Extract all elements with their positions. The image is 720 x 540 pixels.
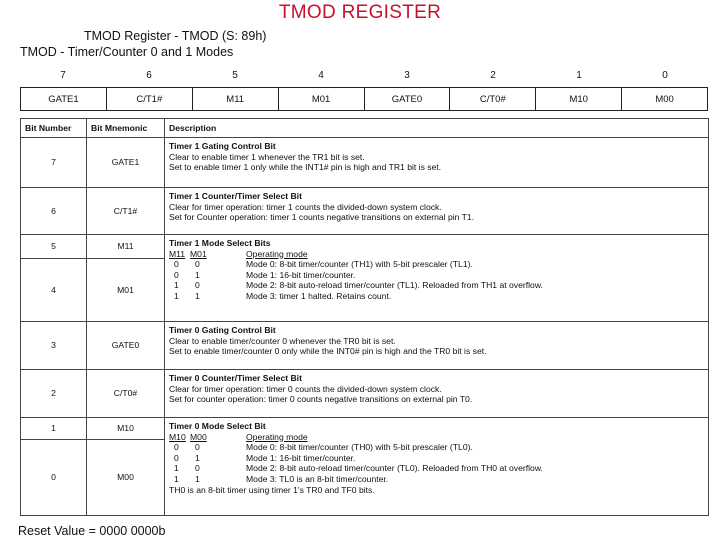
mode-header-bit-b: M00 xyxy=(190,431,207,442)
header-description: Description xyxy=(165,119,709,138)
bit-cell-ct0: C/T0# xyxy=(450,88,536,111)
bit-number: 3 xyxy=(21,322,87,370)
description-title: Timer 1 Counter/Timer Select Bit xyxy=(169,191,302,201)
mode-row xyxy=(169,280,704,291)
bit-mnemonic: GATE0 xyxy=(87,322,165,370)
bit-cell-gate0: GATE0 xyxy=(364,88,450,111)
table-row xyxy=(21,418,709,440)
table-row xyxy=(21,370,709,418)
mode-header-bit-b: M01 xyxy=(190,248,207,259)
mode-description: Mode 2: 8-bit auto-reload timer/counter (TL1). Reloaded from TH1 at overflow. xyxy=(246,280,543,291)
table-row xyxy=(21,188,709,235)
bit-cell-m10: M10 xyxy=(536,88,622,111)
mode-description: Mode 3: TL0 is an 8-bit timer/counter. xyxy=(246,473,389,484)
bit-mnemonic: GATE1 xyxy=(87,138,165,188)
mode-table-header xyxy=(169,249,704,260)
mode-bit-a: 0 xyxy=(174,269,179,280)
mode-row xyxy=(169,270,704,281)
mode-row xyxy=(169,259,704,270)
description-title: Timer 0 Mode Select Bit xyxy=(169,421,266,431)
mode-bit-b: 0 xyxy=(195,259,200,270)
bit-mnemonic: M01 xyxy=(87,259,165,322)
mode-description: Mode 1: 16-bit timer/counter. xyxy=(246,452,356,463)
mode-bit-a: 1 xyxy=(174,280,179,291)
bit-description xyxy=(165,138,709,188)
bit-number: 5 xyxy=(21,235,87,259)
bit-description-table xyxy=(20,118,709,516)
bit-description xyxy=(165,322,709,370)
mode-bit-b: 0 xyxy=(195,442,200,453)
bit-position-3: 3 xyxy=(404,70,410,81)
mode-bit-b: 0 xyxy=(195,463,200,474)
description-line: Clear for timer operation: timer 1 counts the divided-down system clock. xyxy=(169,201,442,212)
bit-position-5: 5 xyxy=(232,70,238,81)
mode-bit-a: 0 xyxy=(174,452,179,463)
description-title: Timer 0 Counter/Timer Select Bit xyxy=(169,373,302,383)
bit-position-7: 7 xyxy=(60,70,66,81)
bit-cell-m11: M11 xyxy=(192,88,278,111)
bit-number: 1 xyxy=(21,418,87,440)
mode-header-bit-a: M10 xyxy=(169,431,186,442)
bit-mnemonic: C/T1# xyxy=(87,188,165,235)
bit-description xyxy=(165,370,709,418)
bit-description xyxy=(165,418,709,516)
mode-row xyxy=(169,474,704,485)
mode-bit-a: 1 xyxy=(174,290,179,301)
register-subtitle: TMOD - Timer/Counter 0 and 1 Modes xyxy=(20,45,234,59)
reset-value: Reset Value = 0000 0000b xyxy=(18,524,166,538)
bit-number: 4 xyxy=(21,259,87,322)
bit-description xyxy=(165,235,709,322)
register-title: TMOD Register - TMOD (S: 89h) xyxy=(84,29,267,43)
description-line: Set to enable timer/counter 0 only while the INT0# pin is high and the TR0 bit is set. xyxy=(169,346,487,357)
mode-row xyxy=(169,291,704,302)
header-bit-number: Bit Number xyxy=(21,119,87,138)
mode-row xyxy=(169,453,704,464)
bit-position-6: 6 xyxy=(146,70,152,81)
bit-cell-gate1: GATE1 xyxy=(21,88,107,111)
mode-bit-a: 0 xyxy=(174,442,179,453)
bit-cell-m00: M00 xyxy=(622,88,708,111)
description-line: Set for counter operation: timer 0 counts negative transitions on external pin T0. xyxy=(169,394,473,405)
bit-description xyxy=(165,188,709,235)
mode-bit-b: 0 xyxy=(195,280,200,291)
slide-title: TMOD REGISTER xyxy=(278,2,442,23)
register-bit-box xyxy=(20,87,708,111)
description-title: Timer 1 Gating Control Bit xyxy=(169,141,276,151)
bit-number: 2 xyxy=(21,370,87,418)
mode-header-label: Operating mode xyxy=(246,248,308,259)
mode-bit-a: 1 xyxy=(174,463,179,474)
bit-position-row xyxy=(20,70,708,84)
mode-header-bit-a: M11 xyxy=(169,248,186,259)
description-title: Timer 0 Gating Control Bit xyxy=(169,325,276,335)
mode-description: Mode 1: 16-bit timer/counter. xyxy=(246,269,356,280)
bit-number: 0 xyxy=(21,440,87,516)
bit-number: 6 xyxy=(21,188,87,235)
bit-cell-ct1: C/T1# xyxy=(106,88,192,111)
mode-description: Mode 3: timer 1 halted. Retains count. xyxy=(246,290,392,301)
description-line: Clear to enable timer 1 whenever the TR1 bit is set. xyxy=(169,151,365,162)
mode-bit-b: 1 xyxy=(195,290,200,301)
description-line: Set for Counter operation: timer 1 counts negative transitions on external pin T1. xyxy=(169,212,475,223)
mode-header-label: Operating mode xyxy=(246,431,308,442)
mode-row xyxy=(169,442,704,453)
description-footnote: TH0 is an 8-bit timer using timer 1's TR0 and TF0 bits. xyxy=(169,484,375,495)
description-line: Set to enable timer 1 only while the INT1# pin is high and TR1 bit is set. xyxy=(169,162,442,173)
bit-position-1: 1 xyxy=(576,70,582,81)
mode-bit-b: 1 xyxy=(195,473,200,484)
bit-cell-m01: M01 xyxy=(278,88,364,111)
table-row xyxy=(21,138,709,188)
mode-row xyxy=(169,463,704,474)
bit-mnemonic: M00 xyxy=(87,440,165,516)
description-line: Clear for timer operation: timer 0 counts the divided-down system clock. xyxy=(169,383,442,394)
mode-description: Mode 0: 8-bit timer/counter (TH1) with 5-bit prescaler (TL1). xyxy=(246,259,473,270)
description-title: Timer 1 Mode Select Bits xyxy=(169,238,271,248)
mode-description: Mode 0: 8-bit timer/counter (TH0) with 5-bit prescaler (TL0). xyxy=(246,442,473,453)
description-line: Clear to enable timer/counter 0 whenever the TR0 bit is set. xyxy=(169,335,396,346)
bit-mnemonic: M11 xyxy=(87,235,165,259)
bit-mnemonic: M10 xyxy=(87,418,165,440)
mode-bit-a: 1 xyxy=(174,473,179,484)
mode-description: Mode 2: 8-bit auto-reload timer/counter (TL0). Reloaded from TH0 at overflow. xyxy=(246,463,543,474)
bit-position-2: 2 xyxy=(490,70,496,81)
mode-bit-a: 0 xyxy=(174,259,179,270)
mode-bit-b: 1 xyxy=(195,452,200,463)
mode-table-header xyxy=(169,432,704,443)
bit-mnemonic: C/T0# xyxy=(87,370,165,418)
bit-position-0: 0 xyxy=(662,70,668,81)
mode-bit-b: 1 xyxy=(195,269,200,280)
header-bit-mnemonic: Bit Mnemonic xyxy=(87,119,165,138)
table-row xyxy=(21,322,709,370)
table-row xyxy=(21,235,709,259)
bit-position-4: 4 xyxy=(318,70,324,81)
bit-number: 7 xyxy=(21,138,87,188)
